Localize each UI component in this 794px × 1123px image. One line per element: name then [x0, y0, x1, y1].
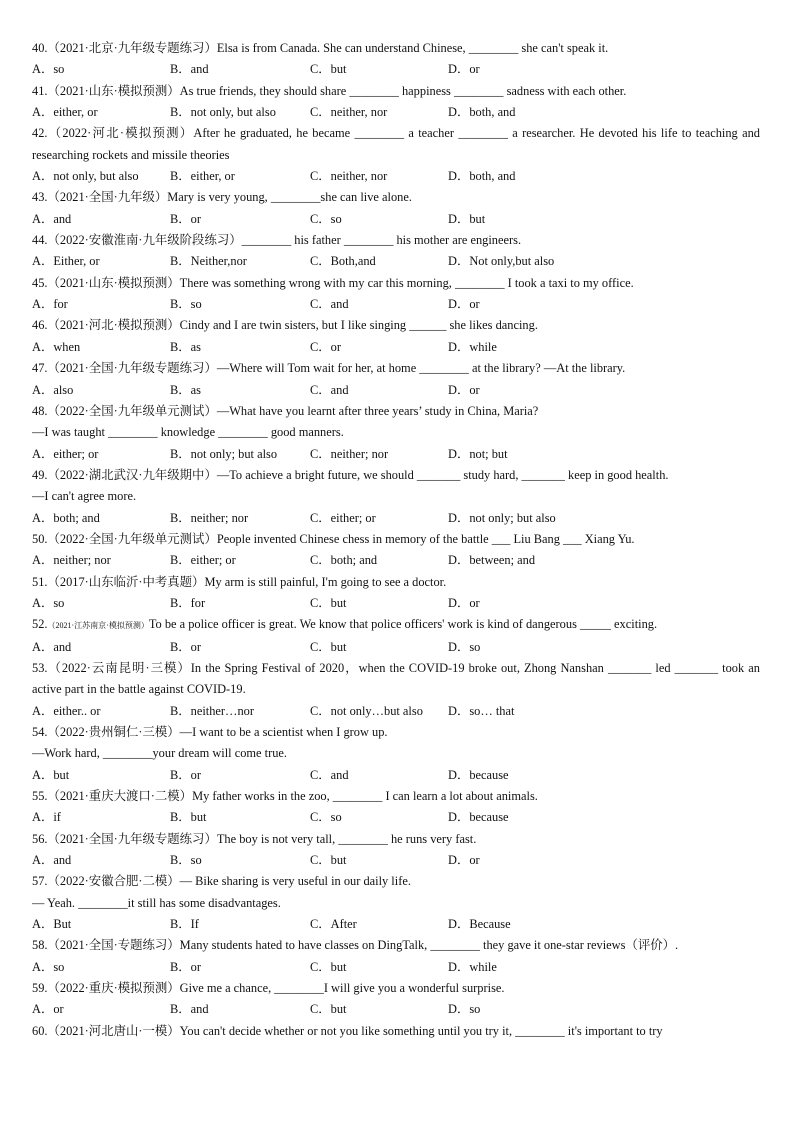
- question-item: [32, 187, 760, 230]
- answer-option[interactable]: C．neither; nor: [310, 446, 389, 461]
- question-stem: [32, 358, 760, 379]
- answer-option[interactable]: D．not only; but also: [448, 510, 556, 525]
- question-stem: [32, 871, 760, 892]
- answer-option[interactable]: A．Either, or: [32, 254, 100, 269]
- answer-option[interactable]: A．both; and: [32, 510, 100, 525]
- question-text: My father works in the zoo, ________ I can learn a lot about animals.: [192, 789, 538, 804]
- answer-option[interactable]: B．Neither,nor: [170, 254, 247, 269]
- answer-options: [32, 550, 760, 571]
- answer-option[interactable]: C．so: [310, 211, 342, 226]
- answer-option[interactable]: B．and: [170, 1002, 209, 1017]
- question-stem-continued: [32, 743, 760, 764]
- answer-options: [32, 850, 760, 871]
- question-stem: [32, 230, 760, 251]
- answer-options: [32, 957, 760, 978]
- answer-option[interactable]: B．as: [170, 339, 201, 354]
- question-number: 42.: [32, 126, 48, 141]
- question-number: 56.: [32, 831, 48, 846]
- answer-options: [32, 807, 760, 828]
- worksheet-page: [32, 38, 760, 1042]
- question-number: 59.: [32, 981, 48, 996]
- question-number: 51.: [32, 574, 48, 589]
- answer-option[interactable]: C．or: [310, 339, 341, 354]
- answer-option[interactable]: B．not only; but also: [170, 446, 278, 461]
- answer-option[interactable]: C．but: [310, 853, 347, 868]
- question-text: After he graduated, he became ________ a teacher ________ a researcher. He devoted his life to teaching and researching rockets and missile theories: [32, 126, 760, 162]
- question-source: （2022·贵州铜仁·三模）: [47, 725, 180, 739]
- question-text: —I want to be a scientist when I grow up.: [179, 725, 388, 739]
- answer-option[interactable]: C．but: [310, 595, 347, 610]
- answer-option[interactable]: C．neither, nor: [310, 169, 388, 184]
- question-item: [32, 358, 760, 401]
- question-stem-continued: [32, 486, 760, 507]
- question-stem: [32, 786, 760, 807]
- question-stem: [32, 614, 760, 636]
- question-source: （2021·河北·模拟预测）: [47, 318, 180, 333]
- answer-options: [32, 593, 760, 614]
- question-number: 45.: [32, 275, 48, 290]
- answer-option[interactable]: B．If: [170, 917, 199, 932]
- question-text: —What have you learnt after three years’ study in China, Maria?: [216, 403, 539, 418]
- question-stem: [32, 465, 760, 486]
- question-number: 50.: [32, 531, 48, 546]
- question-text: As true friends, they should share ________ happiness ________ sadness with each other.: [179, 83, 627, 98]
- answer-option[interactable]: C．Both,and: [310, 254, 376, 269]
- question-stem: [32, 572, 760, 593]
- question-source: （2022·湖北武汉·九年级期中）: [47, 467, 217, 482]
- answer-option[interactable]: B．either, or: [170, 169, 235, 184]
- question-text: Elsa is from Canada. She can understand Chinese, ________ she can't speak it.: [216, 41, 609, 55]
- answer-option[interactable]: D．or: [448, 297, 480, 312]
- question-source: （2022·全国·九年级单元测试）: [47, 403, 217, 418]
- answer-option[interactable]: D．because: [448, 767, 509, 782]
- question-stem: [32, 1021, 760, 1042]
- question-item: [32, 786, 760, 829]
- answer-option[interactable]: D．while: [448, 959, 497, 974]
- answer-options: [32, 765, 760, 786]
- question-stem: [32, 935, 760, 956]
- question-source: （2022·云南昆明·三模）: [47, 660, 191, 675]
- question-source: （2021·山东·模拟预测）: [47, 83, 180, 98]
- question-stem: [32, 38, 760, 59]
- answer-option[interactable]: D．because: [448, 810, 509, 825]
- question-text: —I can't agree more.: [32, 489, 137, 504]
- answer-options: [32, 251, 760, 272]
- question-source: （2021·北京·九年级专题练习）: [47, 41, 217, 55]
- answer-option[interactable]: D．or: [448, 62, 480, 77]
- answer-option[interactable]: A．not only, but also: [32, 169, 139, 184]
- question-number: 40.: [32, 41, 48, 55]
- question-item: [32, 614, 760, 658]
- question-source: （2021·江苏南京·模拟预测）: [47, 621, 149, 631]
- question-number: 53.: [32, 660, 48, 675]
- answer-option[interactable]: D．while: [448, 339, 497, 354]
- question-number: 49.: [32, 467, 48, 482]
- answer-option[interactable]: A．and: [32, 853, 72, 868]
- question-stem-continued: [32, 422, 760, 443]
- answer-option[interactable]: C．either; or: [310, 510, 376, 525]
- question-source: （2022·河北·模拟预测）: [47, 126, 194, 141]
- question-item: [32, 935, 760, 978]
- question-item: [32, 315, 760, 358]
- question-source: （2021·全国·专题练习）: [47, 938, 180, 953]
- question-number: 47.: [32, 361, 48, 376]
- question-source: （2022·全国·九年级单元测试）: [47, 531, 217, 546]
- question-item: [32, 722, 760, 786]
- answer-option[interactable]: C．but: [310, 1002, 347, 1017]
- question-stem: [32, 315, 760, 336]
- answer-option[interactable]: A．and: [32, 639, 72, 654]
- answer-option[interactable]: C．both; and: [310, 553, 378, 568]
- question-text: To be a police officer is great. We know that police officers' work is kind of dangerous _____ exciting.: [148, 617, 658, 632]
- answer-options: [32, 637, 760, 658]
- question-text: Mary is very young, ________she can live alone.: [167, 190, 412, 205]
- answer-option[interactable]: D．so: [448, 1002, 481, 1017]
- question-stem: [32, 722, 760, 743]
- question-number: 41.: [32, 83, 48, 98]
- question-text: In the Spring Festival of 2020，when the COVID-19 broke out, Zhong Nanshan _______ led _______ took an active part in the battle against COVID-19.: [32, 660, 760, 697]
- answer-option[interactable]: B．but: [170, 810, 207, 825]
- answer-option[interactable]: C．not only…but also: [310, 703, 423, 718]
- question-source: （2017·山东临沂·中考真题）: [47, 574, 205, 589]
- answer-option[interactable]: A．and: [32, 211, 72, 226]
- question-item: [32, 230, 760, 273]
- question-number: 54.: [32, 725, 48, 739]
- answer-option[interactable]: C．and: [310, 382, 349, 397]
- answer-option[interactable]: C．neither, nor: [310, 105, 388, 120]
- question-source: （2021·重庆大渡口·二模）: [47, 789, 193, 804]
- answer-option[interactable]: A．either, or: [32, 105, 98, 120]
- question-text: — Bike sharing is very useful in our daily life.: [179, 874, 411, 889]
- answer-option[interactable]: C．but: [310, 639, 347, 654]
- answer-option[interactable]: C．and: [310, 767, 349, 782]
- answer-option[interactable]: D．or: [448, 382, 480, 397]
- question-item: [32, 978, 760, 1021]
- question-stem: [32, 187, 760, 208]
- question-stem: [32, 123, 760, 166]
- answer-option[interactable]: D．or: [448, 853, 480, 868]
- answer-option[interactable]: A．for: [32, 297, 68, 312]
- answer-option[interactable]: B．not only, but also: [170, 105, 276, 120]
- question-text: —Where will Tom wait for her, at home ________ at the library? —At the library.: [216, 361, 626, 376]
- answer-option[interactable]: B．so: [170, 853, 202, 868]
- answer-options: [32, 999, 760, 1020]
- question-item: [32, 465, 760, 529]
- answer-option[interactable]: B．and: [170, 62, 209, 77]
- question-stem: [32, 978, 760, 999]
- answer-option[interactable]: B．either; or: [170, 553, 236, 568]
- answer-option[interactable]: A．But: [32, 917, 72, 932]
- answer-options: [32, 508, 760, 529]
- answer-option[interactable]: B．neither; nor: [170, 510, 249, 525]
- answer-option[interactable]: D．Not only,but also: [448, 254, 555, 269]
- question-text: There was something wrong with my car this morning, ________ I took a taxi to my office.: [179, 275, 634, 290]
- answer-option[interactable]: D．or: [448, 595, 480, 610]
- question-text: — Yeah. ________it still has some disadvantages.: [32, 895, 281, 910]
- question-stem: [32, 658, 760, 701]
- answer-option[interactable]: A．either; or: [32, 446, 99, 461]
- question-text: My arm is still painful, I'm going to see a doctor.: [204, 574, 447, 589]
- question-item: [32, 38, 760, 81]
- answer-option[interactable]: B．as: [170, 382, 201, 397]
- question-item: [32, 401, 760, 465]
- question-number: 43.: [32, 190, 48, 205]
- question-stem-continued: [32, 893, 760, 914]
- answer-options: [32, 59, 760, 80]
- question-item: [32, 529, 760, 572]
- answer-options: [32, 701, 760, 722]
- question-source: （2021·河北唐山·一模）: [47, 1023, 180, 1038]
- answer-option[interactable]: D．both, and: [448, 169, 516, 184]
- answer-option[interactable]: B．so: [170, 297, 202, 312]
- answer-option[interactable]: C．After: [310, 917, 357, 932]
- question-item: [32, 81, 760, 124]
- question-text: —I was taught ________ knowledge ________ good manners.: [32, 425, 344, 440]
- answer-options: [32, 914, 760, 935]
- answer-option[interactable]: A．either.. or: [32, 703, 101, 718]
- answer-option[interactable]: C．but: [310, 959, 347, 974]
- question-source: （2021·全国·九年级专题练习）: [47, 831, 217, 846]
- question-text: You can't decide whether or not you like something until you try it, ________ it's important to try: [179, 1023, 663, 1038]
- answer-option[interactable]: B．or: [170, 639, 201, 654]
- question-item: [32, 123, 760, 187]
- answer-options: [32, 444, 760, 465]
- question-stem: [32, 401, 760, 422]
- question-number: 48.: [32, 403, 48, 418]
- question-source: （2022·重庆·模拟预测）: [47, 981, 180, 996]
- question-text: ________ his father ________ his mother are engineers.: [241, 233, 522, 248]
- answer-option[interactable]: A．but: [32, 767, 70, 782]
- question-text: —To achieve a bright future, we should _______ study hard, _______ keep in good health.: [216, 467, 669, 482]
- answer-option[interactable]: D．not; but: [448, 446, 508, 461]
- question-stem: [32, 829, 760, 850]
- question-number: 46.: [32, 318, 48, 333]
- answer-option[interactable]: D．but: [448, 211, 486, 226]
- answer-option[interactable]: A．so: [32, 595, 65, 610]
- answer-option[interactable]: C．but: [310, 62, 347, 77]
- answer-option[interactable]: A．neither; nor: [32, 553, 111, 568]
- answer-options: [32, 380, 760, 401]
- question-text: The boy is not very tall, ________ he runs very fast.: [216, 831, 477, 846]
- question-stem: [32, 273, 760, 294]
- question-text: —Work hard, ________your dream will come true.: [32, 746, 288, 761]
- answer-option[interactable]: D．Because: [448, 917, 511, 932]
- answer-option[interactable]: B．or: [170, 211, 201, 226]
- answer-option[interactable]: C．and: [310, 297, 349, 312]
- question-number: 58.: [32, 938, 48, 953]
- question-item: [32, 1021, 760, 1042]
- answer-option[interactable]: A．so: [32, 62, 65, 77]
- answer-option[interactable]: C．so: [310, 810, 342, 825]
- answer-option[interactable]: B．for: [170, 595, 206, 610]
- question-text: Many students hated to have classes on DingTalk, ________ they gave it one-star reviews（评价）.: [179, 938, 679, 953]
- question-number: 55.: [32, 789, 48, 804]
- answer-option[interactable]: D．both, and: [448, 105, 516, 120]
- answer-option[interactable]: A．when: [32, 339, 81, 354]
- answer-option[interactable]: D．so… that: [448, 703, 515, 718]
- answer-option[interactable]: B．or: [170, 959, 201, 974]
- question-number: 52.: [32, 617, 48, 632]
- question-stem: [32, 81, 760, 102]
- question-number: 44.: [32, 233, 48, 248]
- question-text: People invented Chinese chess in memory of the battle ___ Liu Bang ___ Xiang Yu.: [216, 531, 635, 546]
- answer-option[interactable]: D．between; and: [448, 553, 536, 568]
- question-source: （2022·安徽合肥·二模）: [47, 874, 180, 889]
- question-source: （2021·全国·九年级专题练习）: [47, 361, 217, 376]
- question-number: 60.: [32, 1023, 48, 1038]
- question-text: Give me a chance, ________I will give you a wonderful surprise.: [179, 981, 505, 996]
- answer-option[interactable]: B．or: [170, 767, 201, 782]
- question-text: Cindy and I are twin sisters, but I like singing ______ she likes dancing.: [179, 318, 538, 333]
- question-item: [32, 273, 760, 316]
- answer-options: [32, 102, 760, 123]
- answer-options: [32, 294, 760, 315]
- question-item: [32, 829, 760, 872]
- answer-option[interactable]: A．if: [32, 810, 61, 825]
- question-stem: [32, 529, 760, 550]
- question-number: 57.: [32, 874, 48, 889]
- question-item: [32, 572, 760, 615]
- answer-option[interactable]: A．so: [32, 959, 65, 974]
- answer-options: [32, 337, 760, 358]
- answer-option[interactable]: A．also: [32, 382, 74, 397]
- answer-option[interactable]: A．or: [32, 1002, 64, 1017]
- question-source: （2022·安徽淮南·九年级阶段练习）: [47, 233, 242, 248]
- question-item: [32, 871, 760, 935]
- answer-option[interactable]: B．neither…nor: [170, 703, 254, 718]
- question-item: [32, 658, 760, 722]
- answer-option[interactable]: D．so: [448, 639, 481, 654]
- answer-options: [32, 209, 760, 230]
- question-source: （2021·全国·九年级）: [47, 190, 168, 205]
- question-source: （2021·山东·模拟预测）: [47, 275, 180, 290]
- answer-options: [32, 166, 760, 187]
